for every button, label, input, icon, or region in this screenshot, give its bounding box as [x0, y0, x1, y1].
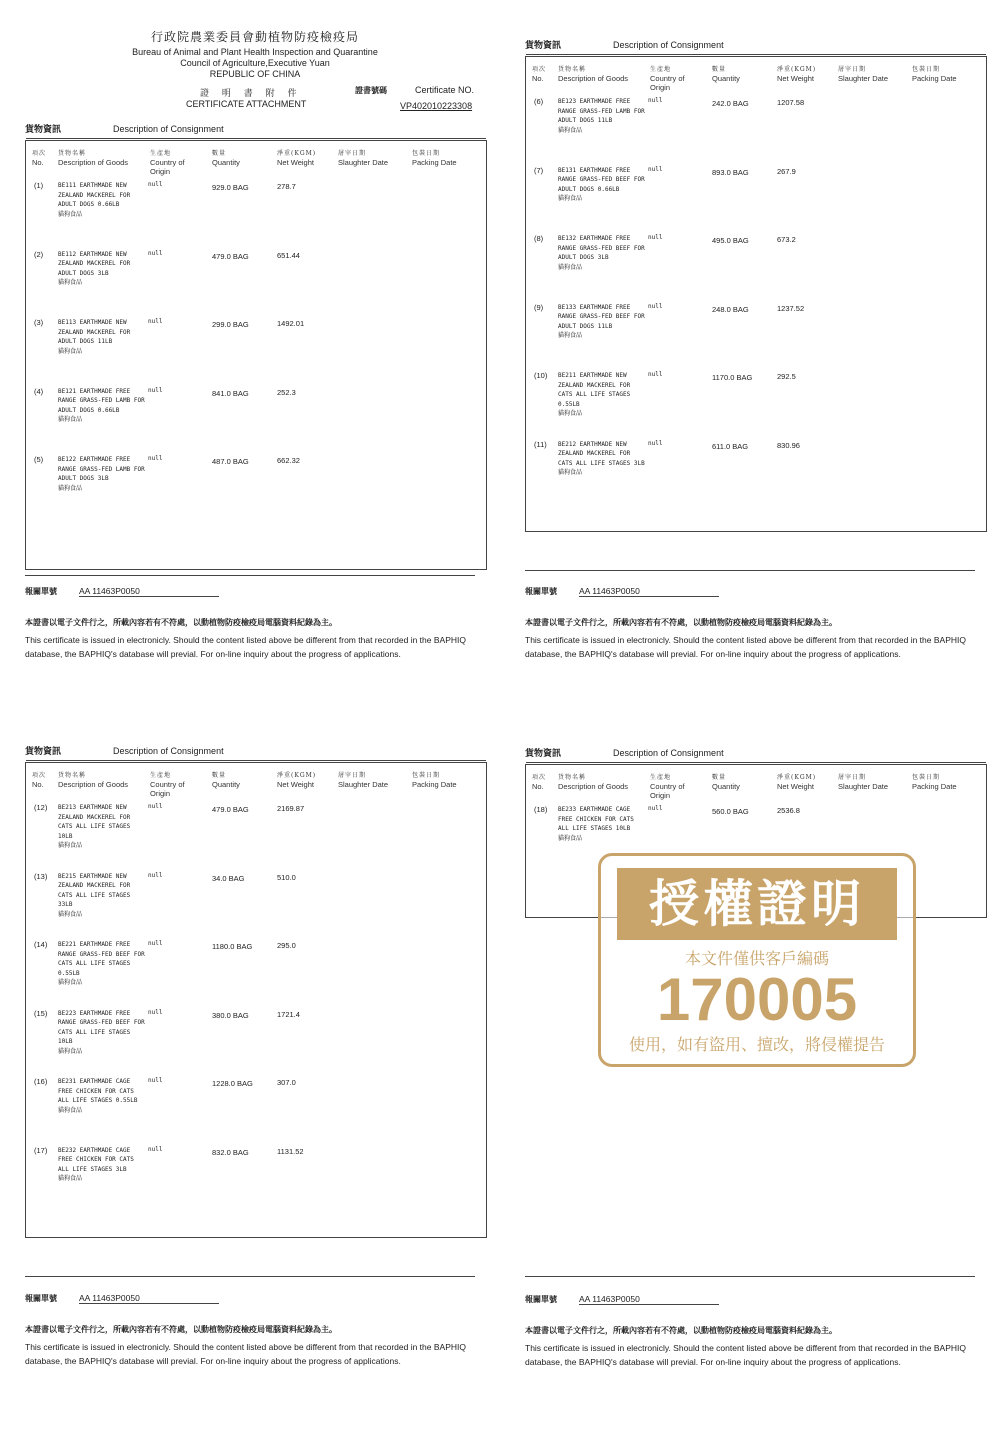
- item-net-weight: 307.0: [277, 1078, 296, 1087]
- item-number: (5): [34, 455, 44, 464]
- column-header: 項次 No.: [32, 150, 47, 167]
- section-title: 貨物資訊 Description of Consignment: [25, 124, 224, 135]
- item-origin: null: [148, 181, 163, 188]
- declaration-label: 報關單號: [25, 586, 57, 596]
- item-description-text: BE213 EARTHMADE NEW ZEALAND MACKEREL FOR CATS ALL LIFE STAGES 10LB: [58, 804, 131, 840]
- item-description: [58, 872, 148, 920]
- item-quantity: 611.0 BAG: [712, 441, 749, 451]
- item-description-text: BE121 EARTHMADE FREE RANGE GRASS-FED LAMB FOR ADULT DOGS 0.66LB: [58, 387, 145, 414]
- item-quantity: 841.0 BAG: [212, 388, 249, 398]
- table-row: [26, 803, 486, 863]
- item-net-weight: 292.5: [777, 372, 796, 381]
- item-description-text: BE123 EARTHMADE FREE RANGE GRASS-FED LAMB FOR ADULT DOGS 11LB: [558, 98, 645, 124]
- column-header: 生產地 Country of Origin: [650, 774, 685, 800]
- table-row: [26, 387, 486, 447]
- item-description-zh: 貓狗食品: [58, 1175, 83, 1182]
- notice-en: This certificate is issued in electronicly. Should the content listed above be different from that recorded in the BAPHIQ database, the BAPHIQ's database will previal. For on-line inquiry about the progress of applications.: [25, 1342, 466, 1366]
- item-net-weight: 267.9: [777, 166, 796, 176]
- item-origin: null: [648, 165, 663, 173]
- item-description: [558, 371, 648, 419]
- item-description: [58, 387, 148, 425]
- item-description-text: BE112 EARTHMADE NEW ZEALAND MACKEREL FOR ADULT DOGS 3LB: [58, 250, 131, 277]
- item-net-weight: 830.96: [777, 440, 800, 450]
- item-number: (12): [34, 803, 48, 812]
- attachment-title-zh: 證 明 書 附 件: [200, 89, 302, 99]
- item-description-zh: 貓狗食品: [58, 1047, 83, 1055]
- item-net-weight: 295.0: [277, 941, 296, 950]
- item-origin: null: [148, 1145, 163, 1153]
- declaration-label: 報關單號: [525, 586, 557, 596]
- table-row: [526, 166, 986, 226]
- notice-zh: 本證書以電子文件行之，所載內容若有不符處，以動植物防疫檢疫局電腦資料紀錄為主。: [525, 617, 837, 627]
- section-title: 貨物資訊 Description of Consignment: [525, 748, 724, 759]
- item-description-text: BE212 EARTHMADE NEW ZEALAND MACKEREL FOR CATS ALL LIFE STAGES 3LB: [558, 440, 645, 467]
- item-description-text: BE113 EARTHMADE NEW ZEALAND MACKEREL FOR ADULT DOGS 11LB: [58, 319, 131, 345]
- table-row: [26, 1146, 486, 1206]
- item-net-weight: 1721.4: [277, 1009, 300, 1019]
- item-origin: null: [648, 97, 663, 104]
- declaration-value: AA 11463P0050: [579, 1294, 719, 1305]
- table-row: [526, 440, 986, 500]
- column-header: 屠宰日期 Slaughter Date: [338, 772, 389, 789]
- notice-en: This certificate is issued in electronicly. Should the content listed above be different from that recorded in the BAPHIQ database, the BAPHIQ's database will previal. For on-line inquiry about the progress of applications.: [525, 1343, 966, 1367]
- cert-no-label-zh: 證書號碼: [355, 85, 387, 95]
- column-header: 淨重(KGM) Net Weight: [277, 772, 317, 789]
- column-header: 包裝日期 Packing Date: [412, 772, 457, 789]
- declaration-value: AA 11463P0050: [79, 1293, 219, 1304]
- footer-rule: [25, 1276, 475, 1277]
- item-description: [58, 803, 148, 851]
- item-origin: null: [148, 871, 163, 879]
- council-name-en: Council of Agriculture,Executive Yuan: [180, 58, 330, 68]
- item-description-zh: 貓狗食品: [58, 416, 83, 423]
- stamp-code: 170005: [656, 966, 858, 1033]
- item-number: (8): [534, 234, 544, 243]
- item-net-weight: 510.0: [277, 872, 296, 882]
- declaration-number: [25, 1293, 219, 1304]
- table-row: [26, 250, 486, 310]
- item-quantity: 495.0 BAG: [712, 236, 749, 245]
- table-row: [526, 303, 986, 363]
- item-description-zh: 貓狗食品: [58, 1106, 83, 1114]
- table-row: [526, 97, 986, 157]
- item-quantity: 248.0 BAG: [712, 304, 749, 314]
- agency-name-en: Bureau of Animal and Plant Health Inspection and Quarantine: [132, 47, 378, 57]
- column-header: 數量 Quantity: [212, 150, 240, 167]
- column-header: 項次 No.: [532, 774, 547, 791]
- item-quantity: 487.0 BAG: [212, 457, 249, 466]
- item-origin: null: [148, 1008, 163, 1016]
- column-header: 貨物名稱 Description of Goods: [58, 772, 129, 789]
- item-origin: null: [648, 805, 663, 812]
- item-quantity: 1170.0 BAG: [712, 373, 753, 382]
- item-number: (6): [534, 97, 544, 106]
- footer-rule: [525, 1276, 975, 1277]
- item-description-text: BE223 EARTHMADE FREE RANGE GRASS-FED BEEF FOR CATS ALL LIFE STAGES 10LB: [58, 1009, 145, 1045]
- item-description-zh: 貓狗食品: [58, 910, 83, 918]
- item-origin: null: [648, 439, 663, 447]
- item-description-text: BE232 EARTHMADE CAGE FREE CHICKEN FOR CATS ALL LIFE STAGES 3LB: [58, 1146, 134, 1173]
- item-description-zh: 貓狗食品: [558, 263, 583, 271]
- item-origin: null: [648, 302, 663, 310]
- item-description-zh: 貓狗食品: [58, 279, 83, 286]
- item-number: (18): [534, 805, 548, 814]
- item-net-weight: 1131.52: [277, 1146, 304, 1156]
- item-description-text: BE215 EARTHMADE NEW ZEALAND MACKEREL FOR CATS ALL LIFE STAGES 33LB: [58, 872, 131, 908]
- table-row: [26, 940, 486, 1000]
- item-origin: null: [648, 371, 663, 378]
- column-header: 包裝日期 Packing Date: [412, 150, 457, 167]
- declaration-label: 報關單號: [525, 1294, 557, 1304]
- item-description: [558, 303, 648, 341]
- notice-zh: 本證書以電子文件行之，所載內容若有不符處，以動植物防疫檢疫局電腦資料紀錄為主。: [25, 1324, 337, 1334]
- agency-name-zh: 行政院農業委員會動植物防疫檢疫局: [150, 30, 359, 44]
- item-description: [58, 181, 148, 219]
- item-number: (15): [34, 1008, 48, 1018]
- item-description-text: BE221 EARTHMADE FREE RANGE GRASS-FED BEEF FOR CATS ALL LIFE STAGES 0.55LB: [58, 941, 145, 977]
- column-header: 生產地 Country of Origin: [150, 150, 185, 176]
- item-origin: null: [648, 234, 663, 241]
- stamp-warning: 使用，如有盜用、擅改，將侵權提告: [628, 1035, 885, 1054]
- item-net-weight: 662.32: [277, 456, 300, 465]
- item-origin: null: [148, 386, 163, 394]
- declaration-value: AA 11463P0050: [579, 586, 719, 597]
- attachment-title-en: CERTIFICATE ATTACHMENT: [186, 99, 307, 109]
- column-header: 項次 No.: [32, 772, 47, 789]
- item-net-weight: 1492.01: [277, 319, 305, 328]
- item-description-zh: 貓狗食品: [58, 842, 83, 849]
- item-number: (11): [534, 439, 547, 449]
- item-number: (7): [534, 165, 544, 175]
- item-description-text: BE231 EARTHMADE CAGE FREE CHICKEN FOR CATS ALL LIFE STAGES 0.55LB: [58, 1078, 138, 1104]
- column-header: 包裝日期 Packing Date: [912, 66, 957, 83]
- item-description-text: BE133 EARTHMADE FREE RANGE GRASS-FED BEEF FOR ADULT DOGS 11LB: [558, 303, 645, 330]
- item-origin: null: [148, 940, 163, 947]
- item-description: [558, 440, 648, 478]
- stamp-subtitle: 本文件僅供客戶編碼: [684, 949, 829, 968]
- stamp-title: 授權證明: [617, 868, 897, 940]
- item-origin: null: [148, 318, 163, 325]
- column-header: 屠宰日期 Slaughter Date: [838, 66, 889, 83]
- item-net-weight: 673.2: [777, 235, 796, 244]
- item-description: [58, 1077, 148, 1115]
- country-name-en: REPUBLIC OF CHINA: [209, 69, 301, 79]
- item-quantity: 929.0 BAG: [212, 183, 249, 192]
- table-row: [26, 181, 486, 241]
- item-origin: null: [148, 455, 163, 462]
- item-description-text: BE111 EARTHMADE NEW ZEALAND MACKEREL FOR ADULT DOGS 0.66LB: [58, 182, 131, 208]
- item-net-weight: 252.3: [277, 387, 296, 397]
- notice-zh: 本證書以電子文件行之，所載內容若有不符處，以動植物防疫檢疫局電腦資料紀錄為主。: [25, 617, 337, 627]
- item-quantity: 560.0 BAG: [712, 807, 749, 816]
- item-number: (1): [34, 181, 44, 190]
- declaration-number: [525, 586, 719, 597]
- item-description-zh: 貓狗食品: [558, 126, 583, 134]
- goods-table: [25, 140, 487, 570]
- item-quantity: 832.0 BAG: [212, 1147, 249, 1157]
- item-description: [58, 455, 148, 493]
- authorization-stamp: [598, 853, 916, 1067]
- table-row: [26, 1009, 486, 1069]
- item-net-weight: 2169.87: [277, 804, 305, 813]
- item-quantity: 299.0 BAG: [212, 320, 249, 329]
- item-quantity: 479.0 BAG: [212, 251, 249, 261]
- item-quantity: 34.0 BAG: [212, 873, 245, 883]
- column-header: 淨重(KGM) Net Weight: [777, 66, 817, 83]
- footer-rule: [525, 570, 975, 571]
- item-quantity: 479.0 BAG: [212, 805, 249, 814]
- notice-zh: 本證書以電子文件行之，所載內容若有不符處，以動植物防疫檢疫局電腦資料紀錄為主。: [525, 1325, 837, 1335]
- item-description-zh: 貓狗食品: [558, 410, 583, 417]
- item-description: [58, 250, 148, 288]
- item-description: [558, 97, 648, 135]
- item-quantity: 893.0 BAG: [712, 167, 749, 177]
- column-header: 數量 Quantity: [712, 66, 740, 83]
- table-row: [26, 872, 486, 932]
- column-header: 數量 Quantity: [212, 772, 240, 789]
- item-net-weight: 278.7: [277, 182, 296, 191]
- item-number: (4): [34, 386, 44, 396]
- certificate-header: [20, 28, 490, 80]
- column-header: 貨物名稱 Description of Goods: [558, 66, 629, 83]
- item-description-zh: 貓狗食品: [558, 332, 583, 339]
- item-net-weight: 2536.8: [777, 806, 800, 815]
- item-quantity: 1180.0 BAG: [212, 942, 253, 951]
- cert-no-value: VP402010223308: [400, 101, 473, 111]
- notice-en: This certificate is issued in electronicly. Should the content listed above be different from that recorded in the BAPHIQ database, the BAPHIQ's database will previal. For on-line inquiry about the progress of applications.: [25, 635, 466, 659]
- column-header: 項次 No.: [532, 66, 547, 83]
- item-quantity: 1228.0 BAG: [212, 1079, 253, 1088]
- notice-en: This certificate is issued in electronicly. Should the content listed above be different from that recorded in the BAPHIQ database, the BAPHIQ's database will previal. For on-line inquiry about the progress of applications.: [525, 635, 966, 659]
- item-description-zh: 貓狗食品: [58, 210, 83, 218]
- item-origin: null: [148, 249, 163, 257]
- certificate-page-1: [20, 28, 490, 718]
- column-header: 淨重(KGM) Net Weight: [777, 774, 817, 791]
- table-row: [526, 234, 986, 294]
- declaration-label: 報關單號: [25, 1293, 57, 1303]
- goods-table: [525, 56, 987, 532]
- column-header: 生產地 Country of Origin: [650, 66, 685, 92]
- item-description: [58, 1009, 148, 1057]
- item-number: (10): [534, 371, 548, 380]
- item-quantity: 380.0 BAG: [212, 1010, 249, 1020]
- item-origin: null: [148, 1077, 163, 1084]
- item-number: (3): [34, 318, 44, 327]
- item-description-text: BE122 EARTHMADE FREE RANGE GRASS-FED LAMB FOR ADULT DOGS 3LB: [58, 456, 145, 482]
- item-description: [558, 166, 648, 204]
- item-origin: null: [148, 803, 163, 810]
- item-description-text: BE233 EARTHMADE CAGE FREE CHICKEN FOR CATS ALL LIFE STAGES 10LB: [558, 806, 634, 832]
- column-header: 淨重(KGM) Net Weight: [277, 150, 317, 167]
- declaration-number: [525, 1294, 719, 1305]
- column-header: 數量 Quantity: [712, 774, 740, 791]
- table-row: [26, 455, 486, 515]
- item-description-text: BE211 EARTHMADE NEW ZEALAND MACKEREL FOR CATS ALL LIFE STAGES 0.55LB: [558, 372, 631, 408]
- item-number: (2): [34, 249, 44, 259]
- table-row: [26, 318, 486, 378]
- item-number: (13): [34, 871, 48, 881]
- item-number: (9): [534, 302, 544, 312]
- column-header: 包裝日期 Packing Date: [912, 774, 957, 791]
- cert-no-label-en: Certificate NO.: [415, 85, 475, 95]
- item-description: [558, 805, 648, 843]
- table-row: [526, 371, 986, 431]
- footer-rule: [25, 575, 475, 576]
- item-number: (16): [34, 1077, 48, 1086]
- table-row: [26, 1077, 486, 1137]
- item-description-zh: 貓狗食品: [558, 834, 583, 842]
- column-header: 屠宰日期 Slaughter Date: [838, 774, 889, 791]
- item-description: [58, 1146, 148, 1184]
- item-description-zh: 貓狗食品: [58, 979, 83, 986]
- item-description-text: BE132 EARTHMADE FREE RANGE GRASS-FED BEEF FOR ADULT DOGS 3LB: [558, 235, 645, 261]
- section-title: 貨物資訊 Description of Consignment: [525, 40, 724, 51]
- declaration-number: [25, 586, 219, 597]
- column-header: 生產地 Country of Origin: [150, 772, 185, 798]
- item-description-zh: 貓狗食品: [58, 484, 83, 492]
- item-number: (17): [34, 1145, 48, 1155]
- item-description-zh: 貓狗食品: [558, 469, 583, 476]
- item-net-weight: 1237.52: [777, 303, 805, 313]
- section-title: 貨物資訊 Description of Consignment: [25, 746, 224, 757]
- declaration-value: AA 11463P0050: [79, 586, 219, 597]
- item-description: [58, 318, 148, 356]
- item-description-text: BE131 EARTHMADE FREE RANGE GRASS-FED BEEF FOR ADULT DOGS 0.66LB: [558, 166, 645, 193]
- item-number: (14): [34, 940, 48, 949]
- item-net-weight: 651.44: [277, 250, 300, 260]
- item-description: [58, 940, 148, 988]
- column-header: 屠宰日期 Slaughter Date: [338, 150, 389, 167]
- item-description: [558, 234, 648, 272]
- item-description-zh: 貓狗食品: [558, 195, 583, 202]
- goods-table: [25, 762, 487, 1238]
- column-header: 貨物名稱 Description of Goods: [58, 150, 129, 167]
- item-description-zh: 貓狗食品: [58, 347, 83, 355]
- item-quantity: 242.0 BAG: [712, 99, 749, 108]
- column-header: 貨物名稱 Description of Goods: [558, 774, 629, 791]
- item-net-weight: 1207.58: [777, 98, 805, 107]
